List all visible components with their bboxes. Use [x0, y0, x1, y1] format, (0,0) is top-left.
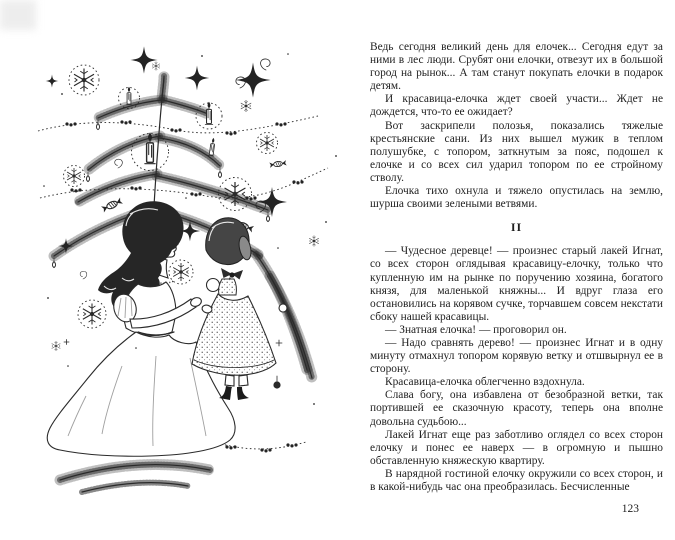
- snowflake-ornament-icon: [257, 133, 278, 154]
- scan-shadow: [0, 0, 36, 30]
- sparkle-star-icon: [235, 59, 270, 98]
- snowflake-ornament-icon: [169, 260, 193, 284]
- paragraph: И красавица-елочка ждет своей участи... Ждет не дождется, что-то ее ожидает?: [370, 93, 663, 119]
- snowflake-icon: [52, 341, 61, 351]
- snowflake-icon: [309, 236, 319, 247]
- paragraph: Елочка тихо охнула и тяжело опустилась на землю, шурша своими зелеными ветвями.: [370, 185, 663, 211]
- bauble-icon: [273, 376, 280, 389]
- swirl-icon: [80, 271, 87, 279]
- snowflake-ornament-icon: [78, 300, 106, 328]
- sparkle-star-icon: [185, 66, 210, 91]
- candy-icon: [101, 197, 123, 212]
- snowflake-icon: [241, 100, 251, 112]
- paragraph: Красавица-елочка облегченно вздохнула.: [385, 376, 585, 389]
- swirl-icon: [115, 159, 123, 168]
- book-illustration: [26, 36, 351, 506]
- candle-icon: [208, 137, 216, 156]
- paragraph: В нарядной гостиной елочку окружили со всех сторон, и в какой-нибудь час она преобразилась. Бесчисленные: [370, 467, 663, 493]
- paragraph: Ведь сегодня великий день для елочек... Сегодня едут за ними в лес люди. Срубят они елочки, отвезут их в большой город на рынок... А там станут покупать елочки в подарок детям.: [370, 41, 663, 93]
- paragraph: Лакей Игнат еще раз заботливо оглядел со всех сторон елочку и понес ее наверх — в огромную и пышно обставленную княжескую квартиру.: [370, 428, 663, 467]
- section-heading: II: [510, 220, 523, 235]
- page-number: 123: [621, 503, 639, 516]
- paragraph: — Чудесное деревце! — произнес старый лакей Игнат, со всех сторон оглядывая красавицу-елочку, только что купленную им на рынке по поручению хозяина, богатого князя, для маленькой княжны... И вдруг глаза его остановились на корявом сучке, торчавшем совсем некстати сбоку нашей красавицы.: [370, 245, 663, 323]
- snowflake-ornament-icon: [69, 65, 99, 95]
- snowflake-ornament-icon: [64, 166, 85, 187]
- snowflake-icon: [152, 62, 160, 71]
- paragraph: Слава богу, она избавлена от безобразной ветки, так портившей ее сказочную красоту, теперь она вполне довольна судьбою...: [370, 389, 663, 428]
- candy-icon: [269, 160, 286, 168]
- page-text-column: [370, 41, 663, 516]
- paragraph: Вот заскрипели полозья, показались тяжелые крестьянские сани. Из них вышел мужик в теплом полушубке, с топором, заткнутым за пояс, подошел к елочке и со всех сил ударил топором по ее стройному стволу.: [370, 119, 663, 184]
- fallen-fir-branch: [60, 465, 210, 492]
- paragraph: — Надо сравнять дерево! — произнес Игнат и в одну минуту отмахнул топором корявую ветку и отшвырнул ее в сторону.: [370, 336, 663, 376]
- sparkle-star-icon: [130, 46, 157, 73]
- paragraph: — Знатная елочка! — проговорил он.: [385, 323, 567, 336]
- sparkle-star-icon: [46, 75, 59, 88]
